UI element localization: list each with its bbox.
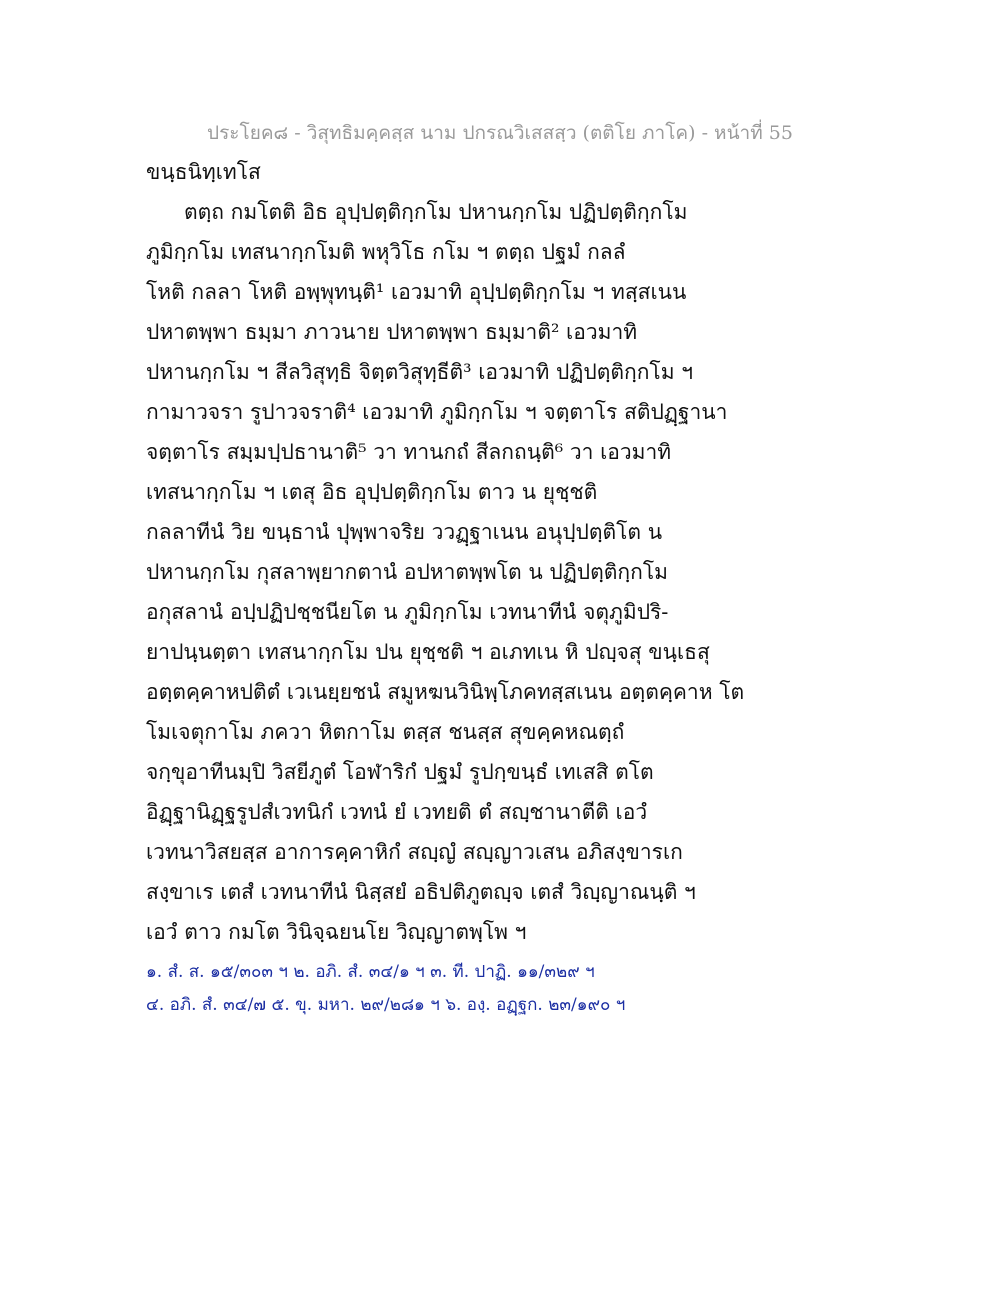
text-line: ปหานกฺกโม กุสลาพฺยากตานํ อปหาตพฺพโต น ปฏิปตฺติกฺกโม [146,560,668,584]
document-body [146,152,866,1022]
footnotes [146,956,866,1022]
text-line: เทสนากฺกโม ฯ เตสุ อิธ อุปฺปตฺติกฺกโม ตาว น ยุชฺชติ [146,480,598,504]
text-line: โหติ กลลา โหติ อพฺพุทนฺติ¹ เอวมาทิ อุปฺปตฺติกฺกโม ฯ ทสฺสเนน [146,280,687,304]
text-line: ยาปนฺนตฺตา เทสนากฺกโม ปน ยุชฺชติ ฯ อเภทเน หิ ปญฺจสุ ขนฺเธสุ [146,640,710,664]
text-line: จตฺตาโร สมฺมปฺปธานาติ⁵ วา ทานกถํ สีลกถนฺติ⁶ วา เอวมาทิ [146,440,672,464]
text-line: เอวํ ตาว กมโต วินิจฺฉยนโย วิญฺญาตพฺโพ ฯ [146,920,527,944]
text-line: ปหานกฺกโม ฯ สีลวิสุทฺธิ จิตฺตวิสุทฺธีติ³ เอวมาทิ ปฏิปตฺติกฺกโม ฯ [146,360,694,384]
text-line: เวทนาวิสยสฺส อาการคฺคาหิกํ สญฺญํ สญฺญาวเสน อภิสงฺขารเก [146,840,683,864]
text-line: ตตฺถ กมโตติ อิธ อุปฺปตฺติกฺกโม ปหานกฺกโม ปฏิปตฺติกฺกโม [184,200,688,224]
text-line: ภูมิกฺกโม เทสนากฺกโมติ พหุวิโธ กโม ฯ ตตฺถ ปฐมํ กลลํ [146,240,626,264]
section-title: ขนฺธนิทฺเทโส [146,160,261,184]
text-line: กลลาทีนํ วิย ขนฺธานํ ปุพฺพาจริย ววฏฺฐาเนน อนุปฺปตฺติโต น [146,520,663,544]
text-line: อตฺตคฺคาหปติตํ เวเนยฺยชนํ สมูหฆนวินิพฺโภคทสฺสเนน อตฺตคฺคาห โต [146,680,745,704]
text-line: อกุสลานํ อปฺปฏิปชฺชนียโต น ภูมิกฺกโม เวทนาทีนํ จตุภูมิปริ- [146,600,669,624]
paragraph [146,192,866,952]
text-line: กามาวจรา รูปาวจราติ⁴ เอวมาทิ ภูมิกฺกโม ฯ จตฺตาโร สติปฏฺฐานา [146,400,728,424]
text-line: อิฏฺฐานิฏฺฐรูปสํเวทนิกํ เวทนํ ยํ เวทยติ ตํ สญฺชานาตีติ เอวํ [146,800,648,824]
footnote-line: ๔. อภิ. สํ. ๓๔/๗ ๕. ขุ. มหา. ๒๙/๒๘๑ ฯ ๖. องฺ. อฏฺฐก. ๒๓/๑๙๐ ฯ [146,995,626,1015]
text-line: ปหาตพฺพา ธมฺมา ภาวนาย ปหาตพฺพา ธมฺมาติ² เอวมาทิ [146,320,638,344]
text-line: จกฺขุอาทีนมฺปิ วิสยีภูตํ โอฬาริกํ ปฐมํ รูปกฺขนฺธํ เทเสสิ ตโต [146,760,654,784]
text-line: สงฺขาเร เตสํ เวทนาทีนํ นิสฺสยํ อธิปติภูตญฺจ เตสํ วิญฺญาณนฺติ ฯ [146,880,696,904]
page-header: ประโยค๘ - วิสุทธิมคฺคสฺส นาม ปกรณวิเสสสฺว (ตติโย ภาโค) - หน้าที่ 55 [207,122,793,144]
footnote-line: ๑. สํ. ส. ๑๕/๓๐๓ ฯ ๒. อภิ. สํ. ๓๔/๑ ฯ ๓. ที. ปาฏิ. ๑๑/๓๒๙ ฯ [146,962,595,982]
text-line: โมเจตุกาโม ภควา หิตกาโม ตสฺส ชนสฺส สุขคฺคหณตฺถํ [146,720,625,744]
